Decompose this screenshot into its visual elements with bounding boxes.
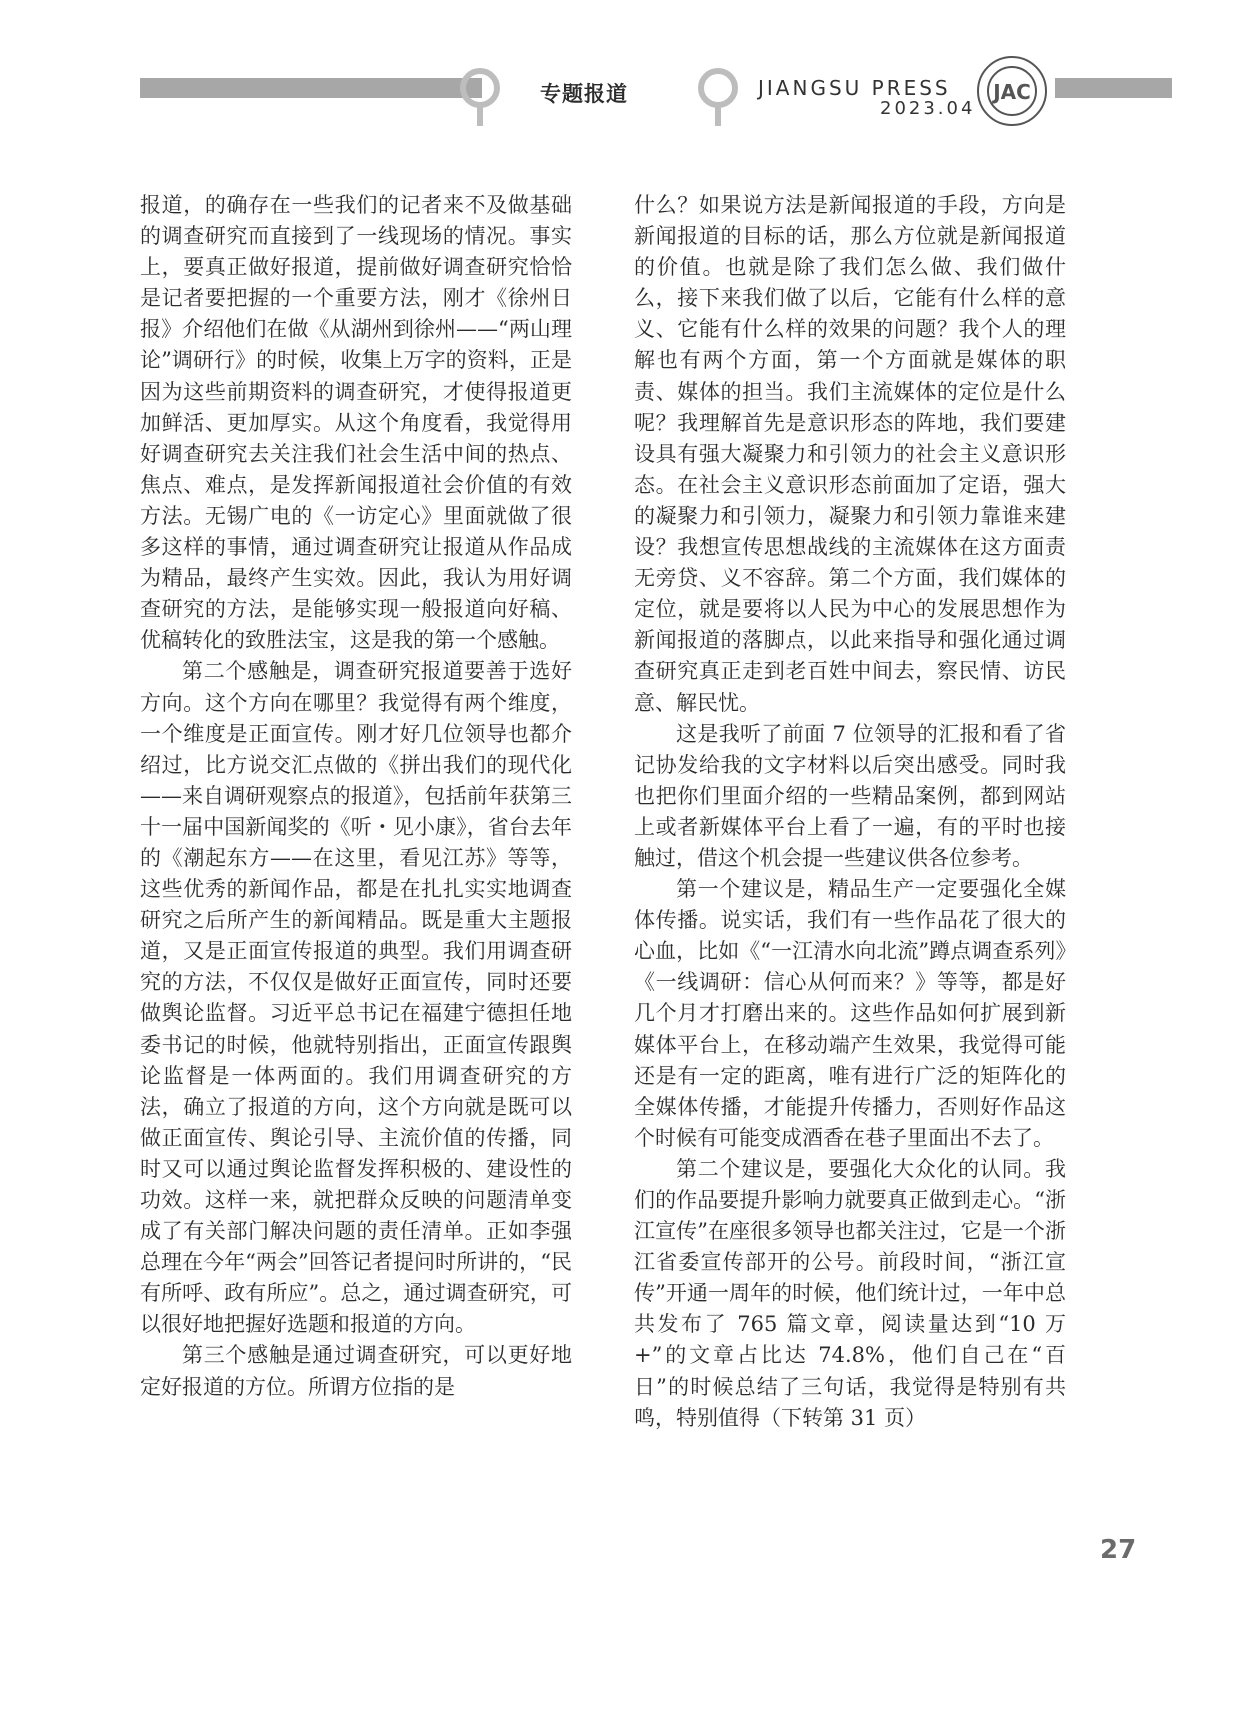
paragraph: 第二个建议是，要强化大众化的认同。我们的作品要提升影响力就要真正做到走心。“浙江宣传”在座很多领导也都关注过，它是一个浙江省委宣传部开的公号。前段时间，“浙江宣传”开通一周年的时候，他们统计过，一年中总共发布了 765 篇文章，阅读量达到“10 万 +”的文章占比达 74.8%，他们自己在“百日”的时候总结了三句话，我觉得是特别有共鸣，特别值得（下转第 31 页） (634, 1156, 1066, 1430)
location-pin-icon (696, 68, 740, 128)
paragraph: 第一个建议是，精品生产一定要强化全媒体传播。说实话，我们有一些作品花了很大的心血，比如《“一江清水向北流”蹲点调查系列》《一线调研：信心从何而来？》等等，都是好几个月才打磨出来的。这些作品如何扩展到新媒体平台上，在移动端产生效果，我觉得可能还是有一定的距离，唯有进行广泛的矩阵化的全媒体传播，才能提升传播力，否则好作品这个时候有可能变成酒香在巷子里面出不去了。 (634, 877, 1066, 1150)
paragraph: 报道，的确存在一些我们的记者来不及做基础的调查研究而直接到了一线现场的情况。事实上，要真正做好报道，提前做好调查研究恰恰是记者要把握的一个重要方法，刚才《徐州日报》介绍他们在做《从湖州到徐州——“两山理论”调研行》的时候，收集上万字的资料，正是因为这些前期资料的调查研究，才使得报道更加鲜活、更加厚实。从这个角度看，我觉得用好调查研究去关注我们社会生活中间的热点、焦点、难点，是发挥新闻报道社会价值的有效方法。无锡广电的《一访定心》里面就做了很多这样的事情，通过调查研究让报道从作品成为精品，最终产生实效。因此，我认为用好调查研究的方法，是能够实现一般报道向好稿、优稿转化的致胜法宝，这是我的第一个感触。 (140, 193, 572, 653)
location-pin-icon (458, 68, 502, 128)
article-column-right (634, 190, 1066, 1434)
page-number: 27 (1100, 1535, 1137, 1565)
svg-text:JAC: JAC (993, 80, 1031, 104)
header-bar-right (1055, 78, 1172, 98)
paragraph: 这是我听了前面 7 位领导的汇报和看了省记协发给我的文字材料以后突出感受。同时我也把你们里面介绍的一些精品案例，都到网站上或者新媒体平台上看了一遍，有的平时也接触过，借这个机会提一些建议供各位参考。 (634, 721, 1066, 870)
paragraph: 什么？如果说方法是新闻报道的手段，方向是新闻报道的目标的话，那么方位就是新闻报道的价值。也就是除了我们怎么做、我们做什么，接下来我们做了以后，它能有什么样的意义、它能有什么样的效果的问题？我个人的理解也有两个方面，第一个方面就是媒体的职责、媒体的担当。我们主流媒体的定位是什么呢？我理解首先是意识形态的阵地，我们要建设具有强大凝聚力和引领力的社会主义意识形态。在社会主义意识形态前面加了定语，强大的凝聚力和引领力，凝聚力和引领力靠谁来建设？我想宣传思想战线的主流媒体在这方面责无旁贷、义不容辞。第二个方面，我们媒体的定位，就是要将以人民为中心的发展思想作为新闻报道的落脚点，以此来指导和强化通过调查研究真正走到老百姓中间去，察民情、访民意、解民忧。 (634, 193, 1066, 715)
issue-date: 2023.04 (880, 98, 976, 119)
section-title: 专题报道 (540, 82, 628, 106)
article-column-left (140, 190, 572, 1403)
association-logo-icon (976, 55, 1048, 127)
header-bar-left (140, 78, 482, 98)
paragraph: 第三个感触是通过调查研究，可以更好地定好报道的方位。所谓方位指的是 (140, 1343, 572, 1399)
press-name: JIANGSU PRESS (758, 76, 951, 100)
paragraph: 第二个感触是，调查研究报道要善于选好方向。这个方向在哪里？我觉得有两个维度，一个维度是正面宣传。刚才好几位领导也都介绍过，比方说交汇点做的《拼出我们的现代化——来自调研观察点的报道》，包括前年获第三十一届中国新闻奖的《听・见小康》，省台去年的《潮起东方——在这里，看见江苏》等等，这些优秀的新闻作品，都是在扎扎实实地调查研究之后所产生的新闻精品。既是重大主题报道，又是正面宣传报道的典型。我们用调查研究的方法，不仅仅是做好正面宣传，同时还要做舆论监督。习近平总书记在福建宁德担任地委书记的时候，他就特别指出，正面宣传跟舆论监督是一体两面的。我们用调查研究的方法，确立了报道的方向，这个方向就是既可以做正面宣传、舆论引导、主流价值的传播，同时又可以通过舆论监督发挥积极的、建设性的功效。这样一来，就把群众反映的问题清单变成了有关部门解决问题的责任清单。正如李强总理在今年“两会”回答记者提问时所讲的，“民有所呼、政有所应”。总之，通过调查研究，可以很好地把握好选题和报道的方向。 (140, 659, 572, 1337)
